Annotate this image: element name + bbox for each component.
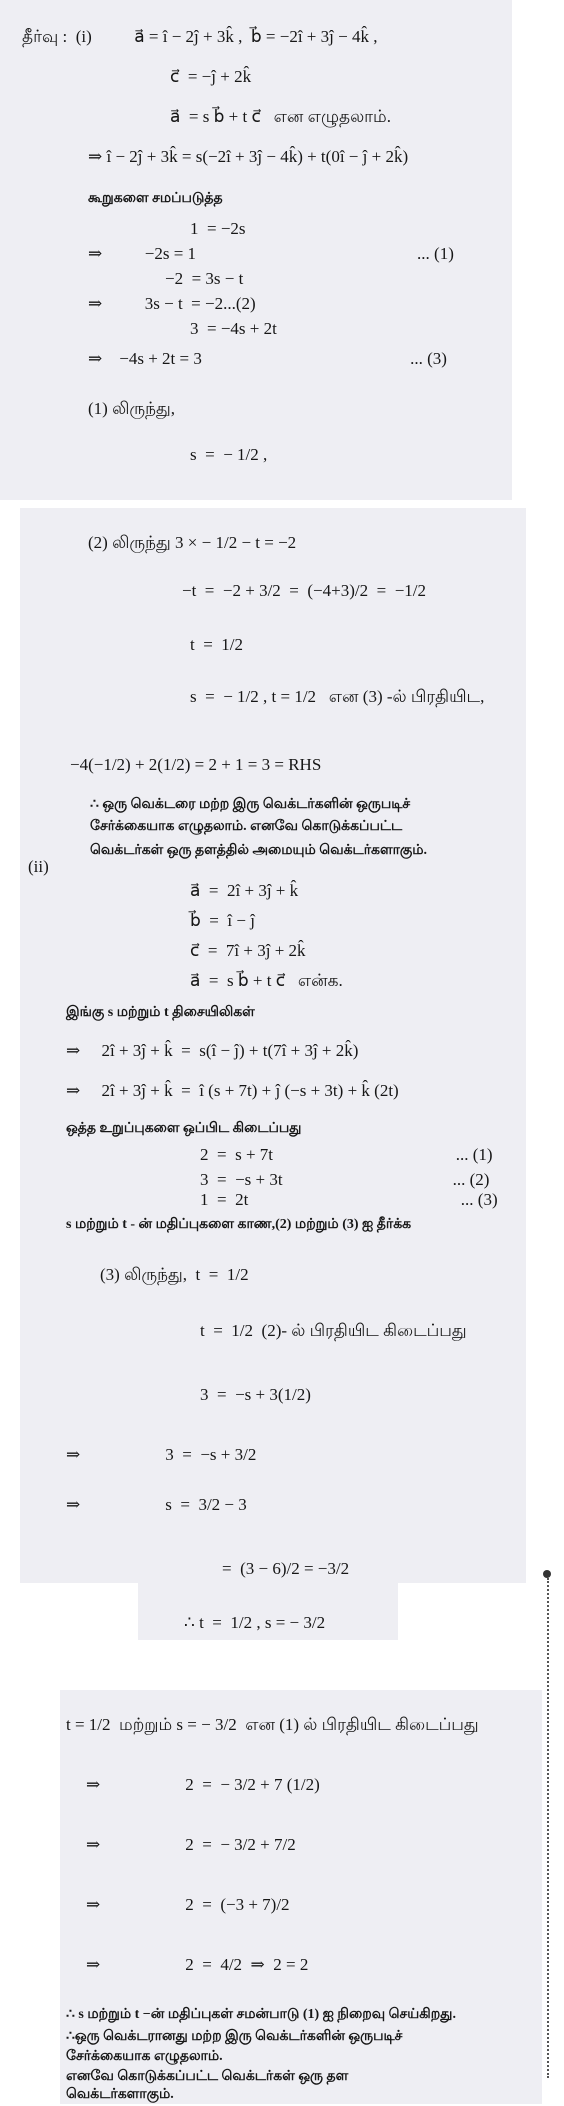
solution-line-15: −t = −2 + 3/2 = (−4+3)/2 = −1/2 <box>182 581 427 600</box>
solution-line-39: ⇒ s = 3/2 − 3 <box>66 1495 247 1514</box>
solution-line-24: b⃗ = î − ĵ <box>190 911 255 930</box>
solution-line-46: ⇒ 2 = 4/2 ⇒ 2 = 2 <box>86 1955 309 1974</box>
solution-line-21: வெக்டர்கள் ஒரு தளத்தில் அமையும் வெக்டர்களாகும். <box>90 843 428 858</box>
margin-dotted-rule <box>547 1578 549 2078</box>
solution-line-1: தீர்வு : (i) a⃗ = î − 2ĵ + 3k̂ , b⃗ = −2î + 3ĵ − 4k̂ , <box>22 27 378 46</box>
solution-line-9: ⇒ 3s − t = −2...(2) <box>88 294 256 313</box>
solution-line-27: இங்கு s மற்றும் t திசையிலிகள் <box>66 1005 255 1020</box>
solution-line-3: a⃗ = s b⃗ + t c⃗ என எழுதலாம். <box>170 107 391 126</box>
solution-line-8: −2 = 3s − t <box>165 269 244 288</box>
solution-line-41: ∴ t = 1/2 , s = − 3/2 <box>184 1613 326 1632</box>
solution-line-47: ∴ s மற்றும் t −ன் மதிப்புகள் சமன்பாடு (1) ஐ நிறைவு செய்கிறது. <box>66 2007 456 2022</box>
solution-line-37: 3 = −s + 3(1/2) <box>200 1385 311 1404</box>
solution-line-23: a⃗ = 2î + 3ĵ + k̂ <box>190 881 299 900</box>
solution-line-30: ஒத்த உறுப்புகளை ஒப்பிட கிடைப்பது <box>66 1121 302 1136</box>
solution-line-14: (2) லிருந்து 3 × − 1/2 − t = −2 <box>88 533 297 552</box>
solution-line-45: ⇒ 2 = (−3 + 7)/2 <box>86 1895 290 1914</box>
solution-line-19: ∴ ஒரு வெக்டரை மற்ற இரு வெக்டர்களின் ஒருபடிச் <box>90 797 411 812</box>
solution-line-31: 2 = s + 7t ... (1) <box>200 1145 493 1164</box>
solution-line-36: t = 1/2 (2)- ல் பிரதியிட கிடைப்பது <box>200 1321 467 1340</box>
solution-line-2: c⃗ = −ĵ + 2k̂ <box>170 67 252 86</box>
solution-line-42: t = 1/2 மற்றும் s = − 3/2 என (1) ல் பிரதியிட கிடைப்பது <box>66 1715 479 1734</box>
solution-line-32: 3 = −s + 3t ... (2) <box>200 1170 490 1189</box>
solution-line-18: −4(−1/2) + 2(1/2) = 2 + 1 = 3 = RHS <box>70 755 322 774</box>
solution-line-13: s = − 1/2 , <box>190 445 268 464</box>
solution-line-48: ∴ஒரு வெக்டரானது மற்ற இரு வெக்டர்களின் ஒருபடிச் <box>66 2029 403 2044</box>
solution-line-34: s மற்றும் t - ன் மதிப்புகளை காண,(2) மற்றும் (3) ஐ தீர்க்க <box>66 1217 412 1232</box>
solution-line-11: ⇒ −4s + 2t = 3 ... (3) <box>88 349 447 368</box>
solution-line-16: t = 1/2 <box>190 635 244 654</box>
solution-line-17: s = − 1/2 , t = 1/2 என (3) -ல் பிரதியிட, <box>190 687 485 706</box>
solution-line-40: = (3 − 6)/2 = −3/2 <box>222 1559 350 1578</box>
solution-line-26: a⃗ = s b⃗ + t c⃗ என்க. <box>190 971 343 990</box>
solution-line-33: 1 = 2t ... (3) <box>200 1190 498 1209</box>
solution-line-20: சேர்க்கையாக எழுதலாம். எனவே கொடுக்கப்பட்ட <box>90 819 403 834</box>
solution-line-10: 3 = −4s + 2t <box>190 319 277 338</box>
solution-line-4: ⇒ î − 2ĵ + 3k̂ = s(−2î + 3ĵ − 4k̂) + t(0î − ĵ + 2k̂) <box>88 147 409 166</box>
solution-line-25: c⃗ = 7î + 3ĵ + 2k̂ <box>190 941 306 960</box>
solution-line-35: (3) லிருந்து, t = 1/2 <box>100 1265 249 1284</box>
solution-line-49: சேர்க்கையாக எழுதலாம். <box>66 2049 223 2064</box>
solution-line-12: (1) லிருந்து, <box>88 399 176 418</box>
solution-line-6: 1 = −2s <box>190 219 246 238</box>
solution-line-38: ⇒ 3 = −s + 3/2 <box>66 1445 257 1464</box>
solution-line-22: (ii) <box>28 857 49 876</box>
solution-line-29: ⇒ 2î + 3ĵ + k̂ = î (s + 7t) + ĵ (−s + 3t) + k̂ (2t) <box>66 1081 399 1100</box>
solution-line-7: ⇒ −2s = 1 ... (1) <box>88 244 454 263</box>
solution-line-43: ⇒ 2 = − 3/2 + 7 (1/2) <box>86 1775 320 1794</box>
solution-line-28: ⇒ 2î + 3ĵ + k̂ = s(î − ĵ) + t(7î + 3ĵ + 2k̂) <box>66 1041 359 1060</box>
solution-line-44: ⇒ 2 = − 3/2 + 7/2 <box>86 1835 296 1854</box>
solution-line-5: கூறுகளை சமப்படுத்த <box>88 191 223 206</box>
solution-line-51: வெக்டர்களாகும். <box>66 2087 174 2102</box>
solution-line-50: எனவே கொடுக்கப்பட்ட வெக்டர்கள் ஒரு தள <box>66 2069 349 2084</box>
